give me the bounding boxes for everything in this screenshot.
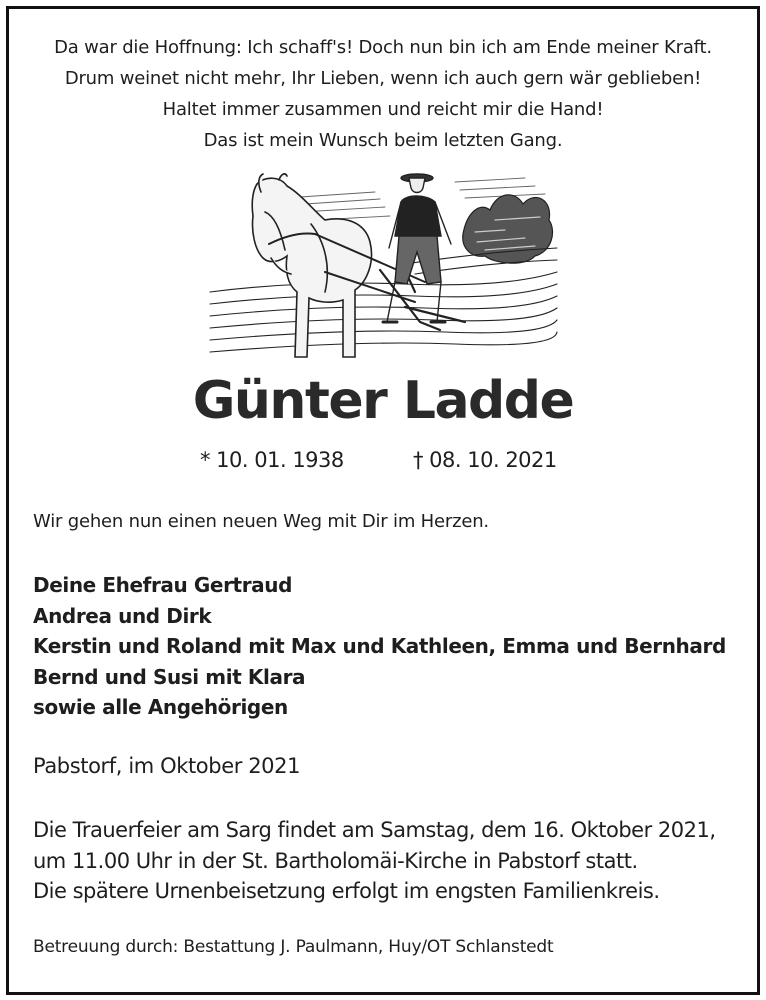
funeral-home-credit: Betreuung durch: Bestattung J. Paulmann, Huy/OT Schlanstedt [33, 937, 554, 957]
poem-line: Das ist mein Wunsch beim letzten Gang. [203, 130, 563, 151]
poem-line: Drum weinet nicht mehr, Ihr Lieben, wenn ich auch gern wär geblieben! [64, 68, 702, 89]
birth-date: * 10. 01. 1938 [200, 448, 344, 472]
service-line: Die Trauerfeier am Sarg findet am Samstag, dem 16. Oktober 2021, [33, 818, 716, 842]
service-line: um 11.00 Uhr in der St. Bartholomäi-Kirche in Pabstorf statt. [33, 848, 638, 873]
poem-line: Da war die Hoffnung: Ich schaff's! Doch nun bin ich am Ende meiner Kraft. [54, 37, 712, 58]
poem-line: Haltet immer zusammen und reicht mir die Hand! [162, 99, 604, 120]
service-line: Die spätere Urnenbeisetzung erfolgt im engsten Familienkreis. [33, 879, 660, 903]
memorial-poem [0, 32, 766, 156]
place-and-date: Pabstorf, im Oktober 2021 [33, 754, 301, 778]
mourners-list [33, 570, 726, 723]
mourner-line: Bernd und Susi mit Klara [33, 664, 306, 689]
deceased-name: Günter Ladde [192, 371, 574, 431]
memorial-motto: Wir gehen nun einen neuen Weg mit Dir im Herzen. [33, 511, 489, 532]
mourner-line: sowie alle Angehörigen [33, 695, 288, 719]
mourner-line: Andrea und Dirk [33, 603, 212, 628]
mourner-line: Deine Ehefrau Gertraud [33, 573, 293, 597]
mourner-line: Kerstin und Roland mit Max und Kathleen, Emma und Bernhard [33, 634, 726, 658]
farmer-plowing-with-horse-illustration [205, 172, 561, 362]
death-date: † 08. 10. 2021 [413, 448, 557, 472]
funeral-service-details [33, 815, 716, 907]
